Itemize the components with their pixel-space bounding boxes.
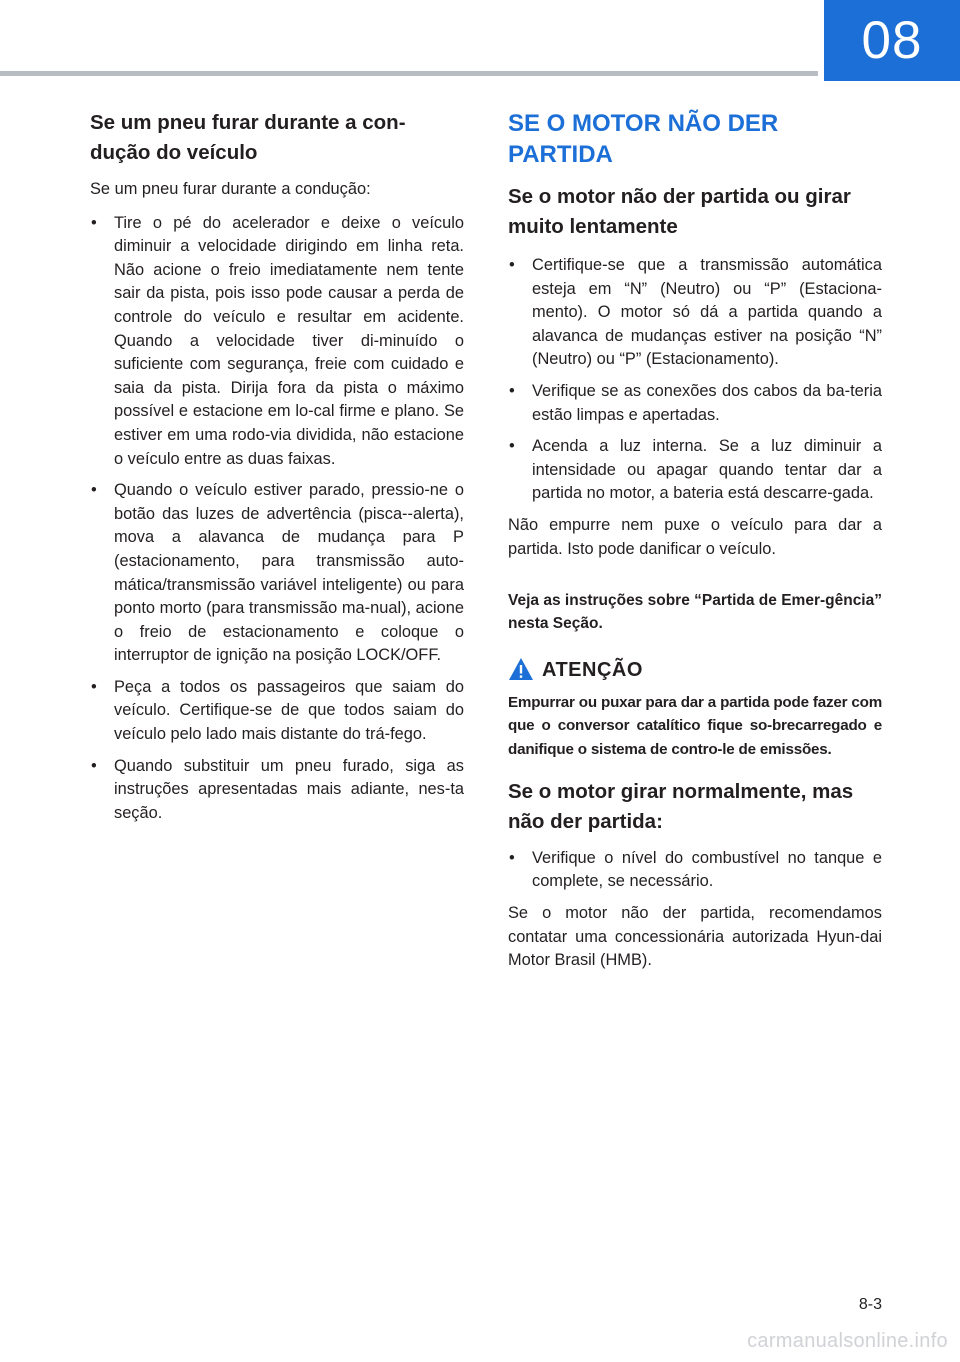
flat-tire-intro: Se um pneu furar durante a condução:: [90, 180, 371, 198]
list-item: • Quando substituir um pneu furado, siga as instruções apresentadas mais adiante, nes-ta seção.: [90, 755, 464, 826]
emergency-start-note: Veja as instruções sobre “Partida de Emer-gência” nesta Seção.: [508, 592, 882, 633]
flat-tire-heading: Se um pneu furar durante a con-dução do veículo: [90, 111, 406, 164]
no-start-heading: Se o motor não der partida ou girar muito lentamente: [508, 185, 851, 238]
left-column: [90, 108, 464, 833]
right-column: [508, 108, 882, 973]
header-rule: [0, 71, 818, 76]
list-item: • Verifique o nível do combustível no tanque e complete, se necessário.: [508, 847, 882, 894]
push-start-warning: Não empurre nem puxe o veículo para dar a partida. Isto pode danificar o veículo.: [508, 515, 882, 558]
warning-triangle-icon: [508, 657, 534, 681]
list-item: • Tire o pé do acelerador e deixe o veículo diminuir a velocidade dirigindo em linha reta. Não acione o freio imediatamente nem tente sair da pista, pois isso pode causar a perda de controle do veículo e resultar em acidente. Quando a velocidade tiver di-minuído o suficiente com segurança, freie com cuidado e saia da pista. Dirija fora da pista o máximo possível e estacione em lo-cal firme e plano. Se estiver em uma rodo-via dividida, não estacione o veículo entre as duas faixas.: [90, 212, 464, 472]
list-item: • Peça a todos os passageiros que saiam do veículo. Certifique-se de que todos saiam do veículo pelo lado mais distante do trá-fego.: [90, 676, 464, 747]
flat-tire-steps: [90, 212, 464, 826]
section-title: SE O MOTOR NÃO DER PARTIDA: [508, 110, 779, 168]
caution-header: [508, 657, 882, 681]
list-item: • Acenda a luz interna. Se a luz diminuir a intensidade ou apagar quando tentar dar a partida no motor, a bateria está descarre-gada.: [508, 435, 882, 506]
page-number: 8-3: [858, 1296, 882, 1313]
fuel-check-list: [508, 847, 882, 894]
list-item: • Certifique-se que a transmissão automática esteja em “N” (Neutro) ou “P” (Estaciona-mento). O motor só dá a partida quando a alavanca de mudanças estiver na posição “N” (Neutro) ou “P” (Estacionamento).: [508, 254, 882, 372]
watermark: carmanualsonline.info: [747, 1330, 948, 1352]
list-item: • Quando o veículo estiver parado, pressio-ne o botão das luzes de advertência (pisca--alerta), mova a alavanca de mudança para P (estacionamento, para transmissão auto-mática/transmissão variável inteligente) ou para ponto morto (para transmissão ma-nual), acione o freio de estacionamento e coloque o interruptor de ignição na posição LOCK/OFF.: [90, 479, 464, 668]
cranks-no-start-heading: Se o motor girar normalmente, mas não der partida:: [508, 779, 854, 833]
list-item: • Verifique se as conexões dos cabos da ba-teria estão limpas e apertadas.: [508, 380, 882, 427]
chapter-tab: 08: [824, 0, 960, 81]
dealer-recommendation: Se o motor não der partida, recomendamos contatar uma concessionária autorizada Hyun-dai Motor Brasil (HMB).: [508, 903, 882, 970]
caution-title: ATENÇÃO: [542, 659, 643, 682]
no-start-checks: [508, 254, 882, 506]
caution-text: Empurrar ou puxar para dar a partida pode fazer com que o conversor catalítico fique so-brecarregado e danifique o sistema de contro-le de emissões.: [508, 694, 882, 758]
